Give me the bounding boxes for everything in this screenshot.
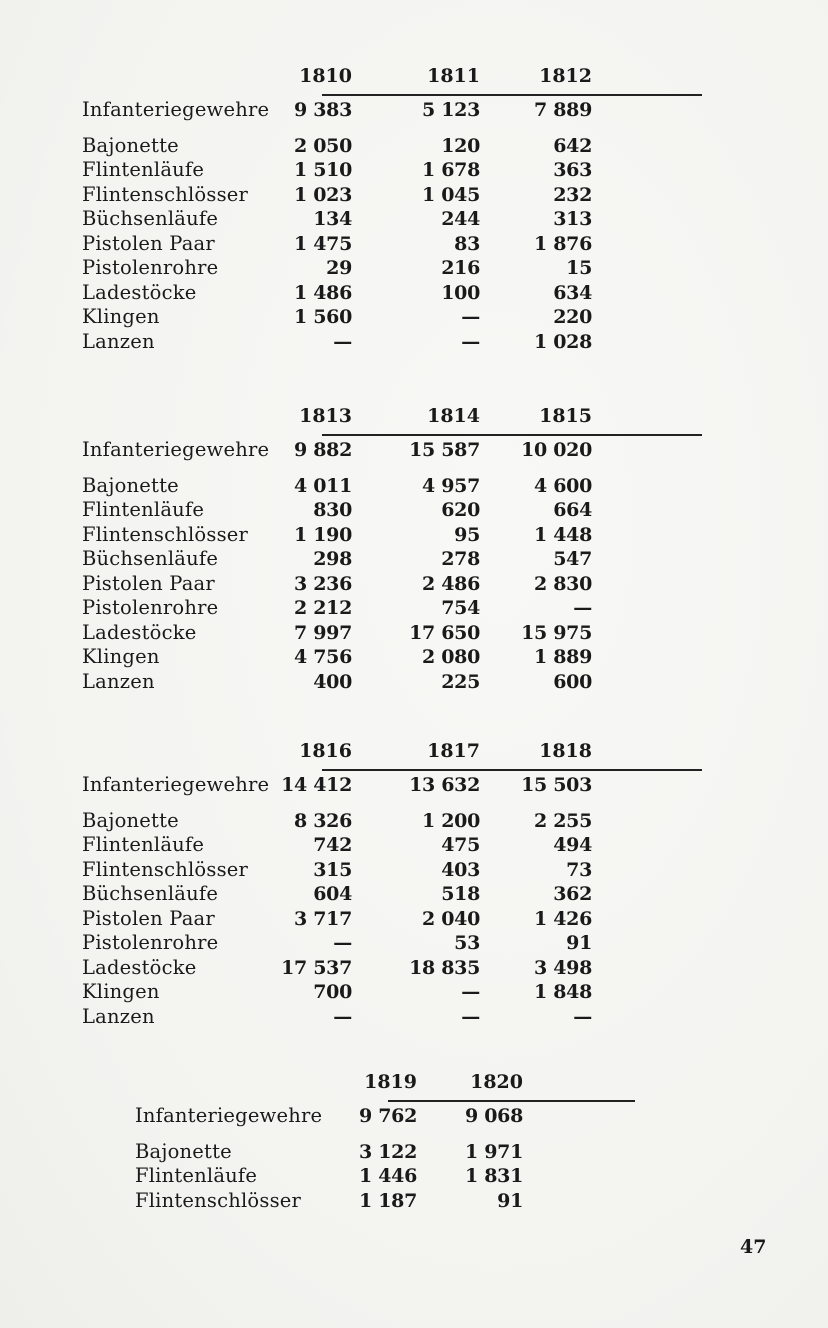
cell-value: 29	[326, 257, 352, 279]
cell-value: 278	[441, 548, 480, 570]
table-row	[82, 907, 702, 932]
table-row	[82, 547, 702, 572]
cell-value: 18 835	[409, 956, 480, 979]
table-row	[82, 1005, 702, 1030]
cell-value: 15	[566, 257, 592, 279]
cell-value: —	[461, 1005, 480, 1028]
cell-value: 664	[553, 499, 592, 521]
table-row	[135, 1104, 645, 1129]
cell-value: 83	[454, 232, 480, 255]
cell-value: 1 560	[294, 306, 352, 328]
cell-value: 2 050	[294, 134, 352, 157]
table-row	[82, 498, 702, 523]
cell-value: 244	[441, 208, 480, 230]
table-row	[82, 670, 702, 695]
cell-value: 10 020	[521, 439, 592, 461]
year-label: 1814	[427, 405, 480, 427]
cell-value: 95	[454, 523, 480, 546]
table-row	[135, 1189, 645, 1214]
cell-value: 742	[313, 834, 352, 856]
table-row	[82, 474, 702, 499]
table-row	[82, 134, 702, 159]
row-label: Büchsenläufe	[82, 547, 219, 570]
cell-value: 315	[313, 858, 352, 881]
row-label: Flintenschlösser	[82, 857, 249, 881]
cell-value: —	[573, 597, 592, 619]
cell-value: 362	[553, 883, 592, 905]
cell-value: 5 123	[422, 99, 480, 121]
table-row	[82, 330, 702, 355]
cell-value: —	[333, 932, 352, 954]
table-row	[82, 596, 702, 621]
year-label: 1817	[427, 740, 480, 762]
cell-value: 1 510	[294, 159, 352, 181]
cell-value: 15 587	[409, 439, 480, 461]
table-row	[82, 523, 702, 548]
cell-value: 1 971	[465, 1140, 523, 1163]
cell-value: 754	[441, 597, 480, 619]
cell-value: 14 412	[281, 774, 352, 796]
cell-value: 1 889	[534, 646, 592, 668]
table-row	[82, 858, 702, 883]
cell-value: 4 756	[294, 646, 352, 668]
table-row	[82, 931, 702, 956]
table-row	[82, 281, 702, 306]
cell-value: —	[461, 306, 480, 328]
cell-value: 547	[553, 548, 592, 570]
cell-value: 91	[497, 1189, 523, 1212]
row-label: Pistolen Paar	[82, 906, 215, 930]
row-label: Pistolenrohre	[82, 931, 219, 954]
cell-value: 1 446	[359, 1165, 417, 1187]
cell-value: —	[333, 1005, 352, 1028]
year-label: 1811	[427, 65, 480, 87]
row-label: Flintenläufe	[82, 158, 205, 181]
cell-value: 400	[313, 670, 352, 693]
row-label: Ladestöcke	[82, 280, 197, 304]
cell-value: 3 122	[359, 1140, 417, 1163]
table-row	[82, 773, 702, 798]
cell-value: 232	[553, 183, 592, 206]
cell-value: 2 486	[422, 572, 480, 595]
cell-value: 600	[553, 670, 592, 693]
header-rule	[322, 94, 702, 96]
cell-value: —	[461, 981, 480, 1003]
table-row	[82, 207, 702, 232]
cell-value: 120	[441, 134, 480, 157]
row-label: Flintenschlösser	[82, 522, 249, 546]
row-label: Pistolenrohre	[82, 256, 219, 279]
row-label: Klingen	[82, 645, 160, 668]
cell-value: 403	[441, 858, 480, 881]
cell-value: 1 831	[465, 1165, 523, 1187]
cell-value: 313	[553, 208, 592, 230]
cell-value: 2 212	[294, 597, 352, 619]
cell-value: 7 997	[294, 621, 352, 644]
cell-value: 9 882	[294, 439, 352, 461]
cell-value: 2 830	[534, 572, 592, 595]
table-row	[82, 158, 702, 183]
row-label: Ladestöcke	[82, 955, 197, 979]
header-rule	[388, 1100, 635, 1102]
cell-value: 634	[553, 281, 592, 304]
cell-value: —	[333, 330, 352, 353]
table-row	[82, 438, 702, 463]
cell-value: 1 475	[294, 232, 352, 255]
cell-value: 1 876	[534, 232, 592, 255]
table-row	[82, 98, 702, 123]
cell-value: 2 255	[534, 809, 592, 832]
row-label: Pistolen Paar	[82, 571, 215, 595]
year-header	[82, 62, 702, 92]
cell-value: 17 537	[281, 956, 352, 979]
cell-value: 220	[553, 306, 592, 328]
table-row	[82, 232, 702, 257]
row-label: Lanzen	[82, 329, 155, 353]
cell-value: 13 632	[409, 774, 480, 796]
row-label: Infanteriegewehre	[82, 438, 270, 461]
table-row	[82, 621, 702, 646]
row-label: Bajonette	[135, 1139, 232, 1163]
cell-value: 1 028	[534, 330, 592, 353]
table-1816-1818	[82, 737, 702, 1029]
table-row	[82, 956, 702, 981]
cell-value: 1 200	[422, 809, 480, 832]
row-label: Klingen	[82, 980, 160, 1003]
row-label: Flintenläufe	[82, 498, 205, 521]
cell-value: 91	[566, 932, 592, 954]
cell-value: 1 448	[534, 523, 592, 546]
year-header	[135, 1068, 645, 1098]
cell-value: 700	[313, 981, 352, 1003]
row-label: Bajonette	[82, 808, 179, 832]
table-row	[82, 305, 702, 330]
cell-value: 17 650	[409, 621, 480, 644]
cell-value: 1 190	[294, 523, 352, 546]
year-label: 1818	[539, 740, 592, 762]
row-label: Pistolen Paar	[82, 231, 215, 255]
cell-value: 134	[313, 208, 352, 230]
cell-value: 1 187	[359, 1189, 417, 1212]
cell-value: 3 236	[294, 572, 352, 595]
row-label: Flintenschlösser	[135, 1188, 302, 1212]
cell-value: 9 383	[294, 99, 352, 121]
year-label: 1820	[470, 1071, 523, 1093]
table-row	[82, 645, 702, 670]
table-1810-1812	[82, 62, 702, 354]
cell-value: 3 717	[294, 907, 352, 930]
year-label: 1815	[539, 405, 592, 427]
cell-value: 4 957	[422, 474, 480, 497]
page-number: 47	[740, 1236, 767, 1258]
cell-value: 1 023	[294, 183, 352, 206]
row-label: Lanzen	[82, 1004, 155, 1028]
row-label: Flintenschlösser	[82, 182, 249, 206]
table-row	[82, 882, 702, 907]
cell-value: —	[461, 330, 480, 353]
cell-value: 9 762	[359, 1105, 417, 1127]
year-label: 1813	[299, 405, 352, 427]
table-row	[82, 809, 702, 834]
cell-value: 1 486	[294, 281, 352, 304]
table-row	[135, 1140, 645, 1165]
cell-value: 1 848	[534, 981, 592, 1003]
cell-value: 620	[441, 499, 480, 521]
cell-value: 1 678	[422, 159, 480, 181]
table-row	[82, 256, 702, 281]
cell-value: 2 080	[422, 646, 480, 668]
table-1819-1820	[135, 1068, 645, 1213]
cell-value: 225	[441, 670, 480, 693]
year-label: 1816	[299, 740, 352, 762]
table-row	[82, 980, 702, 1005]
cell-value: 8 326	[294, 809, 352, 832]
row-label: Flintenläufe	[82, 833, 205, 856]
year-header	[82, 402, 702, 432]
cell-value: 9 068	[465, 1105, 523, 1127]
cell-value: 3 498	[534, 956, 592, 979]
cell-value: 15 975	[521, 621, 592, 644]
year-label: 1812	[539, 65, 592, 87]
row-label: Pistolenrohre	[82, 596, 219, 619]
cell-value: 100	[441, 281, 480, 304]
cell-value: 475	[441, 834, 480, 856]
cell-value: 1 045	[422, 183, 480, 206]
row-label: Flintenläufe	[135, 1164, 258, 1187]
cell-value: 4 600	[534, 474, 592, 497]
cell-value: 298	[313, 548, 352, 570]
row-label: Bajonette	[82, 473, 179, 497]
cell-value: 216	[441, 257, 480, 279]
table-row	[82, 833, 702, 858]
cell-value: 604	[313, 883, 352, 905]
cell-value: 2 040	[422, 907, 480, 930]
table-row	[82, 183, 702, 208]
year-label: 1819	[364, 1071, 417, 1093]
cell-value: 4 011	[294, 474, 352, 497]
table-1813-1815	[82, 402, 702, 694]
table-row	[82, 572, 702, 597]
header-rule	[322, 434, 702, 436]
cell-value: 7 889	[534, 99, 592, 121]
row-label: Büchsenläufe	[82, 882, 219, 905]
header-rule	[322, 769, 702, 771]
row-label: Infanteriegewehre	[135, 1104, 323, 1127]
row-label: Büchsenläufe	[82, 207, 219, 230]
cell-value: 363	[553, 159, 592, 181]
cell-value: 73	[566, 858, 592, 881]
year-header	[82, 737, 702, 767]
row-label: Klingen	[82, 305, 160, 328]
cell-value: 518	[441, 883, 480, 905]
cell-value: 494	[553, 834, 592, 856]
cell-value: 642	[553, 134, 592, 157]
year-label: 1810	[299, 65, 352, 87]
row-label: Infanteriegewehre	[82, 773, 270, 796]
cell-value: 830	[313, 499, 352, 521]
table-row	[135, 1164, 645, 1189]
cell-value: 1 426	[534, 907, 592, 930]
cell-value: 15 503	[521, 774, 592, 796]
cell-value: —	[573, 1005, 592, 1028]
row-label: Bajonette	[82, 133, 179, 157]
cell-value: 53	[454, 932, 480, 954]
row-label: Infanteriegewehre	[82, 98, 270, 121]
row-label: Ladestöcke	[82, 620, 197, 644]
row-label: Lanzen	[82, 669, 155, 693]
